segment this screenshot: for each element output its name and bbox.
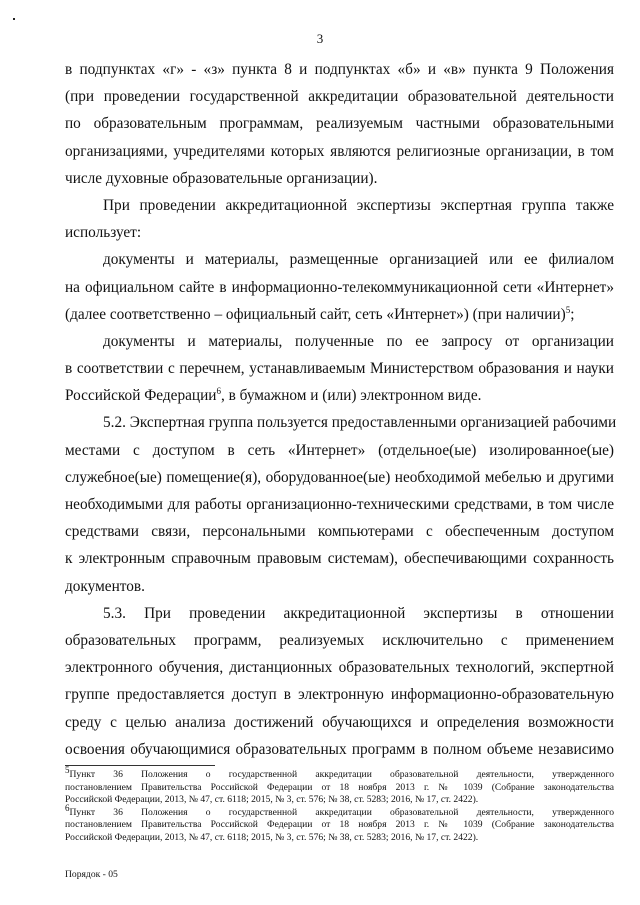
footnote-line: Российской Федерации, 2013, № 47, ст. 6118; 2015, № 3, ст. 576; № 38, ст. 5283; 2016, № 17, ст. 2422).: [65, 831, 479, 843]
text-line: документы и материалы, размещенные организацией или ее филиалом: [103, 251, 614, 269]
text-line: При проведении аккредитационной экспертизы экспертная группа также: [103, 196, 614, 214]
text-line: необходимыми для работы организационно-техническими средствами, в том числе: [65, 496, 614, 513]
text-line: на официальном сайте в информационно-телекоммуникационной сети «Интернет»: [65, 278, 614, 296]
footnote-line: [65, 764, 614, 782]
text-line: организациями, учредителями которых являются религиозные организации, в том: [65, 142, 614, 160]
body-text: [65, 56, 617, 763]
text-line: к электронным справочным правовым системам), обеспечивающими сохранность: [65, 550, 614, 568]
text-line: служебное(ые) помещение(я), оборудованное(ые) необходимой мебелью и другими: [65, 468, 614, 486]
page-number: 3: [316, 31, 324, 46]
footnote-line: [65, 802, 614, 820]
footnote-mark: 6: [65, 802, 70, 813]
text-line: в соответствии с перечнем, устанавливаемым Министерством образования и науки: [65, 360, 614, 378]
text-line: документов.: [65, 577, 145, 595]
footnote-line: Российской Федерации, 2013, № 47, ст. 6118; 2015, № 3, ст. 576; № 38, ст. 5283; 2016, № 17, ст. 2422).: [65, 794, 479, 806]
footnote-mark: 5: [65, 764, 70, 775]
text-line: группе предоставляется доступ в электронную информационно-образовательную: [65, 686, 614, 704]
footnote-reference: 6: [216, 386, 221, 397]
footnotes: [65, 764, 614, 845]
text-segment: Российской Федерации: [65, 387, 217, 405]
footnote-text: Пункт 36 Положения о государственной аккредитации образовательной деятельности, утвержденного: [69, 806, 614, 818]
text-line: среду с целью анализа достижений обучающихся и определения возможности: [65, 713, 614, 731]
text-line: в подпунктах «г» - «з» пункта 8 и подпунктах «б» и «в» пункта 9 Положения: [65, 61, 614, 78]
text-line: использует:: [65, 224, 142, 242]
text-line: числе духовные образовательные организации).: [65, 169, 378, 187]
text-line: образовательных программ, реализуемых исключительно с применением: [65, 631, 614, 649]
text-line: освоения обучающимися образовательных программ в полном объеме независимо: [65, 740, 614, 758]
text-line: электронного обучения, дистанционных образовательных технологий, экспертной: [65, 659, 614, 677]
footnote-reference: 5: [565, 304, 571, 315]
text-segment: , в бумажном и (или) электронном виде.: [220, 387, 482, 405]
text-line: 5.2. Экспертная группа пользуется предоставленными организацией рабочими: [103, 414, 617, 432]
page-footer: Порядок - 05: [65, 869, 118, 880]
footnote-line: постановлением Правительства Российской Федерации от 18 ноября 2013 г. № 1039 (Собрание законодательства: [65, 781, 614, 793]
footnote-text: Пункт 36 Положения о государственной аккредитации образовательной деятельности, утвержденного: [69, 769, 614, 780]
footnote-line: постановлением Правительства Российской Федерации от 18 ноября 2013 г. № 1039 (Собрание законодательства: [65, 819, 614, 831]
text-line: по образовательным программам, реализуемым частными образовательными: [65, 115, 614, 133]
text-line: (при проведении государственной аккредитации образовательной деятельности: [65, 88, 614, 106]
scan-speck: [13, 18, 15, 20]
text-segment: ;: [570, 305, 575, 323]
footnote-separator: [65, 765, 215, 766]
text-segment: (далее соответственно – официальный сайт, сеть «Интернет») (при наличии): [65, 305, 566, 323]
text-line: средствами связи, персональными компьютерами с обеспеченным доступом: [65, 523, 614, 541]
text-line: [65, 382, 614, 409]
text-line: 5.3. При проведении аккредитационной экспертизы в отношении: [103, 604, 614, 622]
text-line: местами с доступом в сеть «Интернет» (отдельное(ые) изолированное(ые): [65, 441, 614, 459]
text-line: документы и материалы, полученные по ее запросу от организации: [103, 332, 614, 350]
text-line: [65, 301, 614, 328]
